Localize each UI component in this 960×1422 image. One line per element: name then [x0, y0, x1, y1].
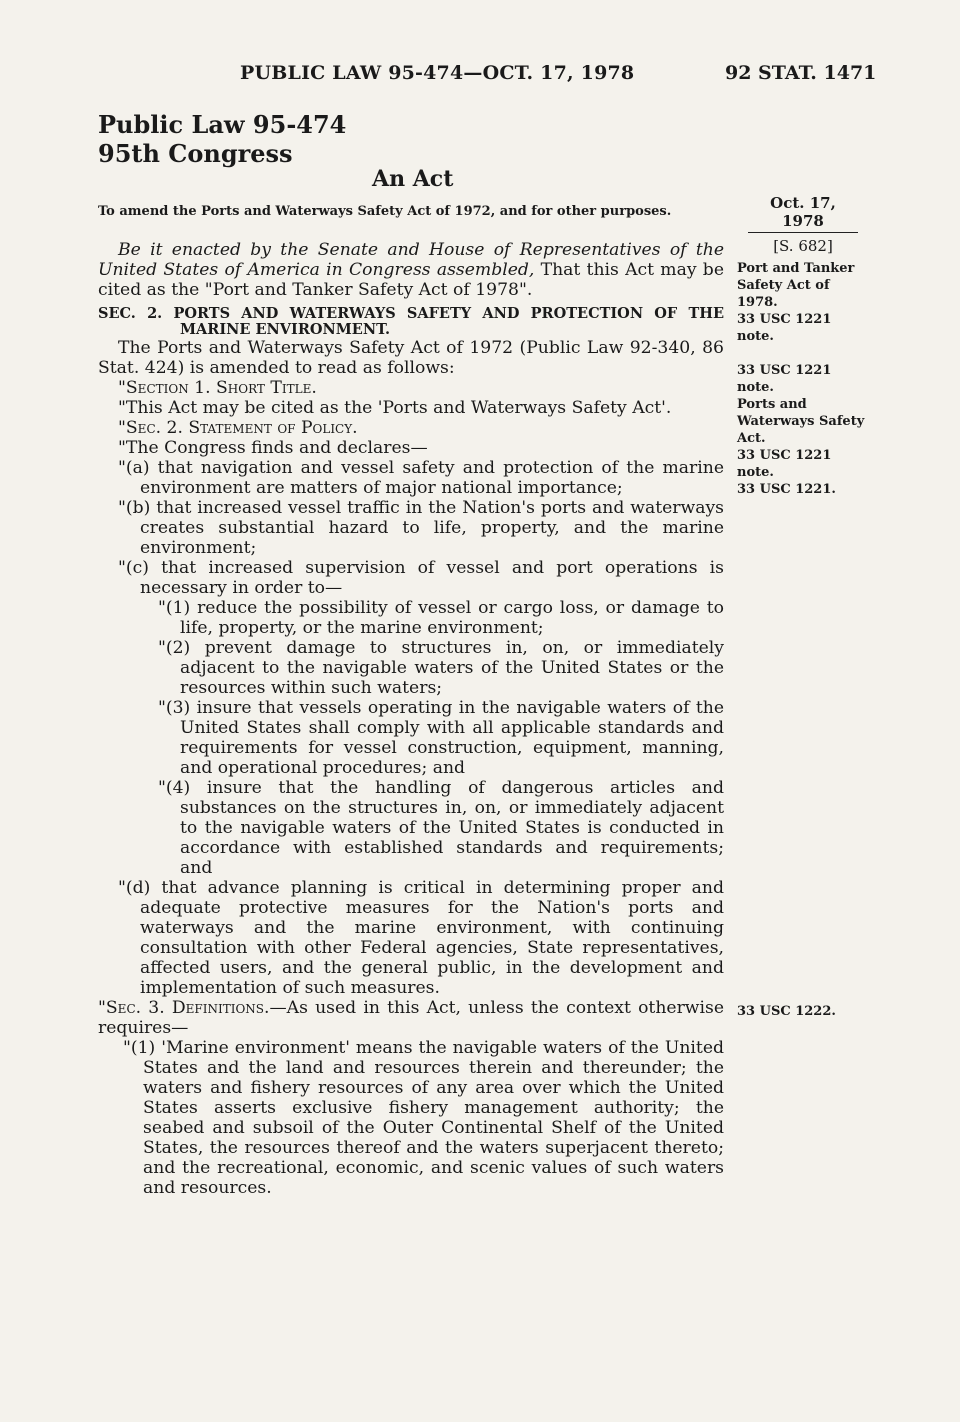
finding-c-3: "(3) insure that vessels operating in the navigable waters of the United States shall comply with all applicable standards and requirements for vessel construction, equipment, manning, and operational procedures; and	[158, 698, 724, 778]
finding-b: "(b) that increased vessel traffic in the Nation's ports and waterways creates substantial hazard to life, property, and the marine environment;	[118, 498, 724, 558]
amendment-intro: The Ports and Waterways Safety Act of 1972 (Public Law 92-340, 86 Stat. 424) is amended to read as follows:	[98, 338, 724, 378]
definition-1: "(1) 'Marine environment' means the navigable waters of the United States and the land and resources therein and thereunder; the waters and fishery resources of any area over which the United States asserts exclusive fishery management authority; the seabed and subsoil of the Outer Continental Shelf of the United States, the resources thereof and the waters superjacent thereto; and the recreational, economic, and scenic values of such waters and resources.	[123, 1038, 724, 1198]
margin-bill-number: [S. 682]	[773, 237, 833, 255]
margin-note-line: Act.	[737, 431, 766, 446]
margin-note-line: Safety Act of	[737, 278, 830, 293]
finding-c: "(c) that increased supervision of vessel and port operations is necessary in order to—	[118, 558, 724, 598]
margin-note-line: Ports and	[737, 397, 807, 412]
margin-note-line: note.	[737, 465, 774, 480]
section-2-title: "Sec. 2. Statement of Policy.	[118, 418, 358, 438]
finding-c-1: "(1) reduce the possibility of vessel or cargo loss, or damage to life, property, or the marine environment;	[158, 598, 724, 638]
margin-note-line: 33 USC 1221.	[737, 482, 836, 497]
margin-note-ports-act	[737, 362, 864, 498]
section-1-text: "This Act may be cited as the 'Ports and Waterways Safety Act'.	[118, 398, 672, 418]
margin-note-line: Waterways Safety	[737, 414, 865, 429]
margin-note-line: 1978.	[737, 295, 778, 310]
margin-note-definitions: 33 USC 1222.	[737, 1004, 836, 1019]
section-1-title: "Section 1. Short Title.	[118, 378, 317, 398]
enacting-clause-rest: That this Act may be cited as the "Port and Tanker Safety Act of 1978".	[98, 260, 724, 300]
margin-note-line: note.	[737, 380, 774, 395]
act-body	[98, 240, 724, 1198]
statute-page-number: 92 STAT. 1471	[725, 62, 877, 84]
margin-note-line: 33 USC 1221	[737, 312, 832, 327]
section-3	[98, 998, 724, 1038]
margin-note-line: 33 USC 1221	[737, 448, 832, 463]
finding-d: "(d) that advance planning is critical in determining proper and adequate protective measures for the Nation's ports and waterways and the marine environment, with continuing consultation with other Federal agencies, State representatives, affected users, and the general public, in the development and implementation of such measures.	[118, 878, 724, 998]
findings-intro: "The Congress finds and declares—	[118, 438, 428, 458]
running-header: PUBLIC LAW 95-474—OCT. 17, 1978	[240, 62, 635, 84]
act-purpose: To amend the Ports and Waterways Safety Act of 1972, and for other purposes.	[98, 204, 672, 219]
margin-date: Oct. 17, 1978	[748, 194, 858, 233]
margin-note-short-title	[737, 260, 854, 345]
section-2-heading: SEC. 2. PORTS AND WATERWAYS SAFETY AND PROTECTION OF THE MARINE ENVIRONMENT.	[98, 305, 724, 338]
section-3-title: "Sec. 3. Definitions.	[98, 998, 270, 1018]
finding-c-4: "(4) insure that the handling of dangerous articles and substances on the structures in, on, or immediately adjacent to the navigable waters of the United States is conducted in accordance with established standards and requirements; and	[158, 778, 724, 878]
law-title-block	[98, 110, 346, 168]
section-3-text: —As used in this Act, unless the context otherwise requires—	[98, 998, 724, 1038]
enacting-clause	[98, 240, 724, 300]
margin-note-line: Port and Tanker	[737, 261, 855, 276]
public-law-number: Public Law 95-474	[98, 110, 347, 139]
finding-a: "(a) that navigation and vessel safety and protection of the marine environment are matters of major national importance;	[118, 458, 724, 498]
margin-date-box	[748, 194, 858, 255]
enacting-clause-italic: Be it enacted by the Senate and House of Representatives of the United States of America in Congress assembled,	[98, 240, 724, 280]
margin-note-line: 33 USC 1221	[737, 363, 832, 378]
finding-c-2: "(2) prevent damage to structures in, on, or immediately adjacent to the navigable waters of the United States or the resources within such waters;	[158, 638, 724, 698]
margin-note-line: note.	[737, 329, 774, 344]
congress-number: 95th Congress	[98, 139, 293, 168]
act-label: An Act	[372, 166, 454, 192]
